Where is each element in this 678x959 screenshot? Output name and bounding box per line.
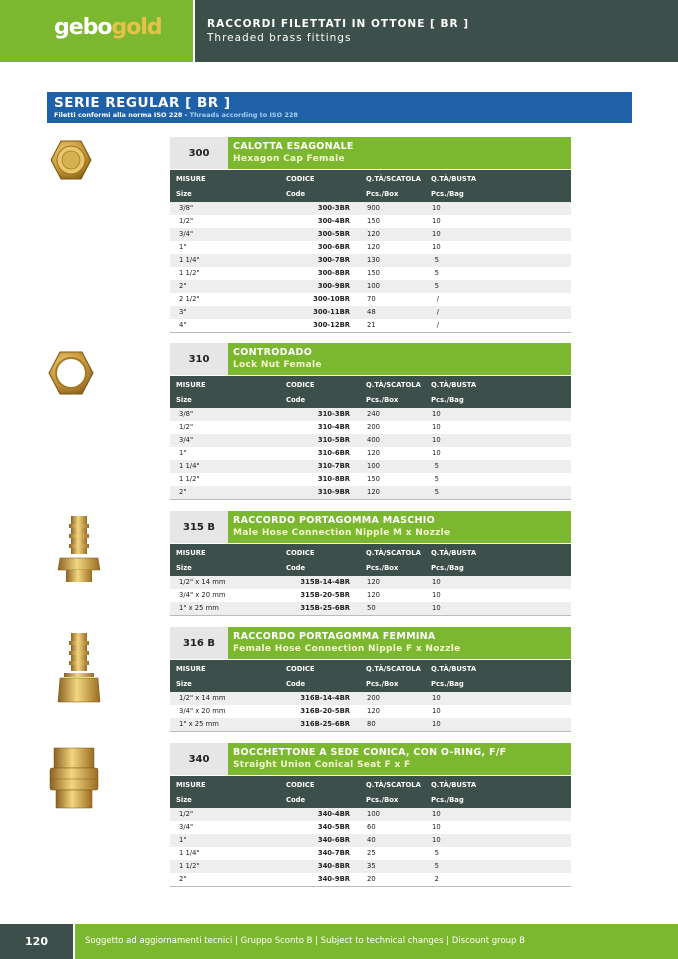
col-size-it: MISURE <box>176 665 206 673</box>
cell-size: 3/4" <box>179 436 194 444</box>
cell-size: 3/4" <box>179 823 194 831</box>
cell-box-qty: 25 <box>367 849 376 857</box>
product-name-it: RACCORDO PORTAGOMMA MASCHIO <box>233 515 436 526</box>
cell-code: 310-4BR <box>317 423 350 431</box>
hexagon-cap-image <box>48 137 94 183</box>
cell-code: 300-6BR <box>317 243 350 251</box>
product-name-en: Female Hose Connection Nipple F x Nozzle <box>233 644 461 654</box>
table-row <box>170 705 571 718</box>
col-size-en: Size <box>176 564 192 572</box>
section-header <box>170 137 571 169</box>
col-code-it: CODICE <box>286 549 315 557</box>
cell-code: 300-4BR <box>317 217 350 225</box>
product-names <box>228 137 571 169</box>
cell-bag-qty: 10 <box>432 604 441 612</box>
section-header <box>170 627 571 659</box>
cell-box-qty: 100 <box>367 810 380 818</box>
cell-bag-qty: / <box>436 295 439 303</box>
cell-box-qty: 400 <box>367 436 380 444</box>
cell-code: 340-4BR <box>317 810 350 818</box>
cell-box-qty: 130 <box>367 256 380 264</box>
cell-box-qty: 70 <box>367 295 376 303</box>
col-bag-it: Q.TÀ/BUSTA <box>431 549 477 557</box>
table-body <box>170 692 571 731</box>
col-bag-en: Pcs./Bag <box>431 796 464 804</box>
cell-code: 340-7BR <box>317 849 350 857</box>
cell-code: 310-6BR <box>317 449 350 457</box>
table-header <box>170 170 571 202</box>
cell-bag-qty: 10 <box>432 436 441 444</box>
table-row <box>170 821 571 834</box>
cell-box-qty: 40 <box>367 836 376 844</box>
col-code-en: Code <box>286 564 306 572</box>
col-code-en: Code <box>286 796 306 804</box>
cell-size: 2" <box>179 875 187 883</box>
cell-bag-qty: 10 <box>432 836 441 844</box>
col-code-en: Code <box>286 680 306 688</box>
cell-size: 1 1/2" <box>179 269 200 277</box>
cell-code: 340-9BR <box>317 875 350 883</box>
col-box-en: Pcs./Box <box>366 190 399 198</box>
product-names <box>228 627 571 659</box>
col-box-en: Pcs./Box <box>366 796 399 804</box>
cell-bag-qty: 5 <box>434 282 439 290</box>
table-end-rule <box>170 332 571 333</box>
product-name-en: Lock Nut Female <box>233 360 322 370</box>
product-names <box>228 511 571 543</box>
cell-code: 315B-25-6BR <box>300 604 350 612</box>
table-header <box>170 376 571 408</box>
cell-box-qty: 150 <box>367 217 380 225</box>
cell-size: 1/2" <box>179 423 194 431</box>
cell-box-qty: 120 <box>367 230 380 238</box>
cell-code: 300-9BR <box>317 282 350 290</box>
table-row <box>170 434 571 447</box>
footer-text: Soggetto ad aggiornamenti tecnici | Gruppo Sconto B | Subject to technical changes | Discount group B <box>85 936 525 946</box>
cell-box-qty: 200 <box>367 694 380 702</box>
col-box-it: Q.TÀ/SCATOLA <box>366 781 421 789</box>
table-header <box>170 544 571 576</box>
table-body <box>170 202 571 332</box>
cell-code: 300-3BR <box>317 204 350 212</box>
table-row <box>170 718 571 731</box>
table-header <box>170 776 571 808</box>
section-header <box>170 511 571 543</box>
cell-box-qty: 20 <box>367 875 376 883</box>
cell-box-qty: 900 <box>367 204 380 212</box>
table-row <box>170 860 571 873</box>
col-code-it: CODICE <box>286 665 315 673</box>
product-name-it: CONTRODADO <box>233 347 313 358</box>
col-size-en: Size <box>176 680 192 688</box>
cell-box-qty: 100 <box>367 462 380 470</box>
cell-code: 300-11BR <box>313 308 350 316</box>
product-code: 340 <box>170 743 228 775</box>
table-row <box>170 486 571 499</box>
cell-box-qty: 150 <box>367 269 380 277</box>
cell-size: 1 1/4" <box>179 462 200 470</box>
product-name-it: CALOTTA ESAGONALE <box>233 141 354 152</box>
cell-box-qty: 120 <box>367 578 380 586</box>
cell-bag-qty: 10 <box>432 810 441 818</box>
cell-code: 300-10BR <box>313 295 350 303</box>
col-size-it: MISURE <box>176 549 206 557</box>
cell-bag-qty: 2 <box>434 875 439 883</box>
product-name-en: Hexagon Cap Female <box>233 154 345 164</box>
cell-bag-qty: 5 <box>434 462 439 470</box>
cell-size: 1 1/2" <box>179 475 200 483</box>
table-row <box>170 576 571 589</box>
col-code-it: CODICE <box>286 175 315 183</box>
cell-bag-qty: 5 <box>434 475 439 483</box>
col-box-it: Q.TÀ/SCATOLA <box>366 665 421 673</box>
cell-box-qty: 150 <box>367 475 380 483</box>
cell-size: 3/8" <box>179 204 194 212</box>
female-hose-nipple-image <box>56 631 102 705</box>
product-code: 300 <box>170 137 228 169</box>
table-row <box>170 241 571 254</box>
product-name-it: BOCCHETTONE A SEDE CONICA, CON O-RING, F/F <box>233 747 507 758</box>
table-row <box>170 319 571 332</box>
cell-size: 1 1/4" <box>179 849 200 857</box>
cell-box-qty: 48 <box>367 308 376 316</box>
col-box-en: Pcs./Box <box>366 564 399 572</box>
cell-size: 3" <box>179 308 187 316</box>
cell-bag-qty: 10 <box>432 230 441 238</box>
cell-code: 300-7BR <box>317 256 350 264</box>
cell-bag-qty: 5 <box>434 849 439 857</box>
cell-size: 3/4" <box>179 230 194 238</box>
cell-box-qty: 120 <box>367 707 380 715</box>
cell-box-qty: 60 <box>367 823 376 831</box>
union-fitting-image <box>48 746 100 810</box>
col-size-en: Size <box>176 396 192 404</box>
cell-code: 316B-20-5BR <box>300 707 350 715</box>
cell-size: 2 1/2" <box>179 295 200 303</box>
brand-logo: gebogold <box>54 15 162 40</box>
cell-size: 1 1/2" <box>179 862 200 870</box>
cell-box-qty: 120 <box>367 449 380 457</box>
table-row <box>170 306 571 319</box>
cell-bag-qty: 10 <box>432 823 441 831</box>
header-title-panel <box>195 0 678 62</box>
table-row <box>170 408 571 421</box>
cell-size: 1" <box>179 243 187 251</box>
section-header <box>170 743 571 775</box>
col-bag-it: Q.TÀ/BUSTA <box>431 665 477 673</box>
product-section-316b <box>170 627 571 732</box>
product-names <box>228 343 571 375</box>
table-body <box>170 408 571 499</box>
col-bag-en: Pcs./Bag <box>431 680 464 688</box>
product-code: 315 B <box>170 511 228 543</box>
product-code: 316 B <box>170 627 228 659</box>
cell-size: 1/2" x 14 mm <box>179 694 226 702</box>
product-name-en: Straight Union Conical Seat F x F <box>233 760 411 770</box>
table-row <box>170 293 571 306</box>
cell-bag-qty: 10 <box>432 204 441 212</box>
table-row <box>170 602 571 615</box>
product-section-310 <box>170 343 571 500</box>
cell-bag-qty: 10 <box>432 449 441 457</box>
cell-box-qty: 120 <box>367 591 380 599</box>
cell-box-qty: 100 <box>367 282 380 290</box>
cell-bag-qty: 5 <box>434 256 439 264</box>
table-row <box>170 215 571 228</box>
col-size-it: MISURE <box>176 781 206 789</box>
product-section-340 <box>170 743 571 887</box>
cell-code: 316B-25-6BR <box>300 720 350 728</box>
table-row <box>170 447 571 460</box>
cell-size: 3/4" x 20 mm <box>179 707 226 715</box>
col-box-it: Q.TÀ/SCATOLA <box>366 381 421 389</box>
cell-bag-qty: 10 <box>432 694 441 702</box>
cell-box-qty: 50 <box>367 604 376 612</box>
cell-code: 340-5BR <box>317 823 350 831</box>
col-bag-en: Pcs./Bag <box>431 564 464 572</box>
cell-size: 1 1/4" <box>179 256 200 264</box>
cell-box-qty: 200 <box>367 423 380 431</box>
page-title: RACCORDI FILETTATI IN OTTONE [ BR ] <box>207 18 470 30</box>
page-number: 120 <box>0 924 73 959</box>
table-end-rule <box>170 615 571 616</box>
col-bag-it: Q.TÀ/BUSTA <box>431 781 477 789</box>
cell-code: 300-8BR <box>317 269 350 277</box>
header-logo-panel <box>0 0 193 62</box>
section-header <box>170 343 571 375</box>
cell-code: 310-3BR <box>317 410 350 418</box>
cell-code: 315B-20-5BR <box>300 591 350 599</box>
col-code-en: Code <box>286 190 306 198</box>
table-row <box>170 267 571 280</box>
table-end-rule <box>170 886 571 887</box>
col-size-it: MISURE <box>176 175 206 183</box>
series-title: SERIE REGULAR [ BR ] <box>54 95 231 111</box>
cell-size: 3/4" x 20 mm <box>179 591 226 599</box>
table-row <box>170 589 571 602</box>
table-body <box>170 576 571 615</box>
col-bag-en: Pcs./Bag <box>431 190 464 198</box>
cell-bag-qty: 10 <box>432 707 441 715</box>
product-name-it: RACCORDO PORTAGOMMA FEMMINA <box>233 631 436 642</box>
cell-code: 316B-14-4BR <box>300 694 350 702</box>
cell-code: 340-8BR <box>317 862 350 870</box>
cell-bag-qty: 10 <box>432 410 441 418</box>
table-row <box>170 873 571 886</box>
col-box-en: Pcs./Box <box>366 396 399 404</box>
table-end-rule <box>170 499 571 500</box>
cell-size: 1" <box>179 449 187 457</box>
col-size-en: Size <box>176 190 192 198</box>
table-row <box>170 834 571 847</box>
product-names <box>228 743 571 775</box>
cell-bag-qty: 10 <box>432 423 441 431</box>
col-code-en: Code <box>286 396 306 404</box>
cell-bag-qty: 10 <box>432 578 441 586</box>
cell-bag-qty: 5 <box>434 488 439 496</box>
cell-bag-qty: 10 <box>432 591 441 599</box>
cell-size: 3/8" <box>179 410 194 418</box>
cell-code: 300-5BR <box>317 230 350 238</box>
cell-size: 1" x 25 mm <box>179 720 219 728</box>
col-box-it: Q.TÀ/SCATOLA <box>366 175 421 183</box>
series-banner <box>47 92 632 123</box>
footer-bar <box>75 924 678 959</box>
col-bag-it: Q.TÀ/BUSTA <box>431 175 477 183</box>
cell-code: 315B-14-4BR <box>300 578 350 586</box>
col-box-it: Q.TÀ/SCATOLA <box>366 549 421 557</box>
cell-size: 1" <box>179 836 187 844</box>
table-header <box>170 660 571 692</box>
cell-bag-qty: / <box>436 308 439 316</box>
cell-bag-qty: 5 <box>434 862 439 870</box>
cell-size: 2" <box>179 488 187 496</box>
table-row <box>170 228 571 241</box>
lock-nut-image <box>46 348 96 398</box>
cell-bag-qty: 10 <box>432 720 441 728</box>
product-code: 310 <box>170 343 228 375</box>
cell-code: 340-6BR <box>317 836 350 844</box>
table-row <box>170 421 571 434</box>
product-section-315b <box>170 511 571 616</box>
table-row <box>170 692 571 705</box>
cell-box-qty: 80 <box>367 720 376 728</box>
cell-bag-qty: 10 <box>432 217 441 225</box>
cell-bag-qty: / <box>436 321 439 329</box>
table-row <box>170 460 571 473</box>
table-row <box>170 808 571 821</box>
cell-size: 1/2" x 14 mm <box>179 578 226 586</box>
col-bag-it: Q.TÀ/BUSTA <box>431 381 477 389</box>
col-code-it: CODICE <box>286 381 315 389</box>
table-body <box>170 808 571 886</box>
cell-size: 1" x 25 mm <box>179 604 219 612</box>
cell-size: 2" <box>179 282 187 290</box>
table-end-rule <box>170 731 571 732</box>
col-bag-en: Pcs./Bag <box>431 396 464 404</box>
col-size-en: Size <box>176 796 192 804</box>
table-row <box>170 254 571 267</box>
cell-box-qty: 21 <box>367 321 376 329</box>
cell-size: 4" <box>179 321 187 329</box>
table-row <box>170 473 571 486</box>
cell-code: 310-7BR <box>317 462 350 470</box>
male-hose-nipple-image <box>56 514 102 584</box>
cell-size: 1/2" <box>179 810 194 818</box>
product-name-en: Male Hose Connection Nipple M x Nozzle <box>233 528 451 538</box>
cell-code: 300-12BR <box>313 321 350 329</box>
table-row <box>170 202 571 215</box>
cell-bag-qty: 5 <box>434 269 439 277</box>
cell-size: 1/2" <box>179 217 194 225</box>
cell-code: 310-9BR <box>317 488 350 496</box>
table-row <box>170 847 571 860</box>
cell-box-qty: 35 <box>367 862 376 870</box>
cell-bag-qty: 10 <box>432 243 441 251</box>
cell-box-qty: 120 <box>367 488 380 496</box>
series-subtitle: Filetti conformi alla norma ISO 228 - Threads according to ISO 228 <box>54 111 298 119</box>
col-size-it: MISURE <box>176 381 206 389</box>
col-code-it: CODICE <box>286 781 315 789</box>
product-section-300 <box>170 137 571 333</box>
col-box-en: Pcs./Box <box>366 680 399 688</box>
cell-box-qty: 240 <box>367 410 380 418</box>
cell-box-qty: 120 <box>367 243 380 251</box>
cell-code: 310-5BR <box>317 436 350 444</box>
page-subtitle: Threaded brass fittings <box>207 32 352 44</box>
table-row <box>170 280 571 293</box>
cell-code: 310-8BR <box>317 475 350 483</box>
